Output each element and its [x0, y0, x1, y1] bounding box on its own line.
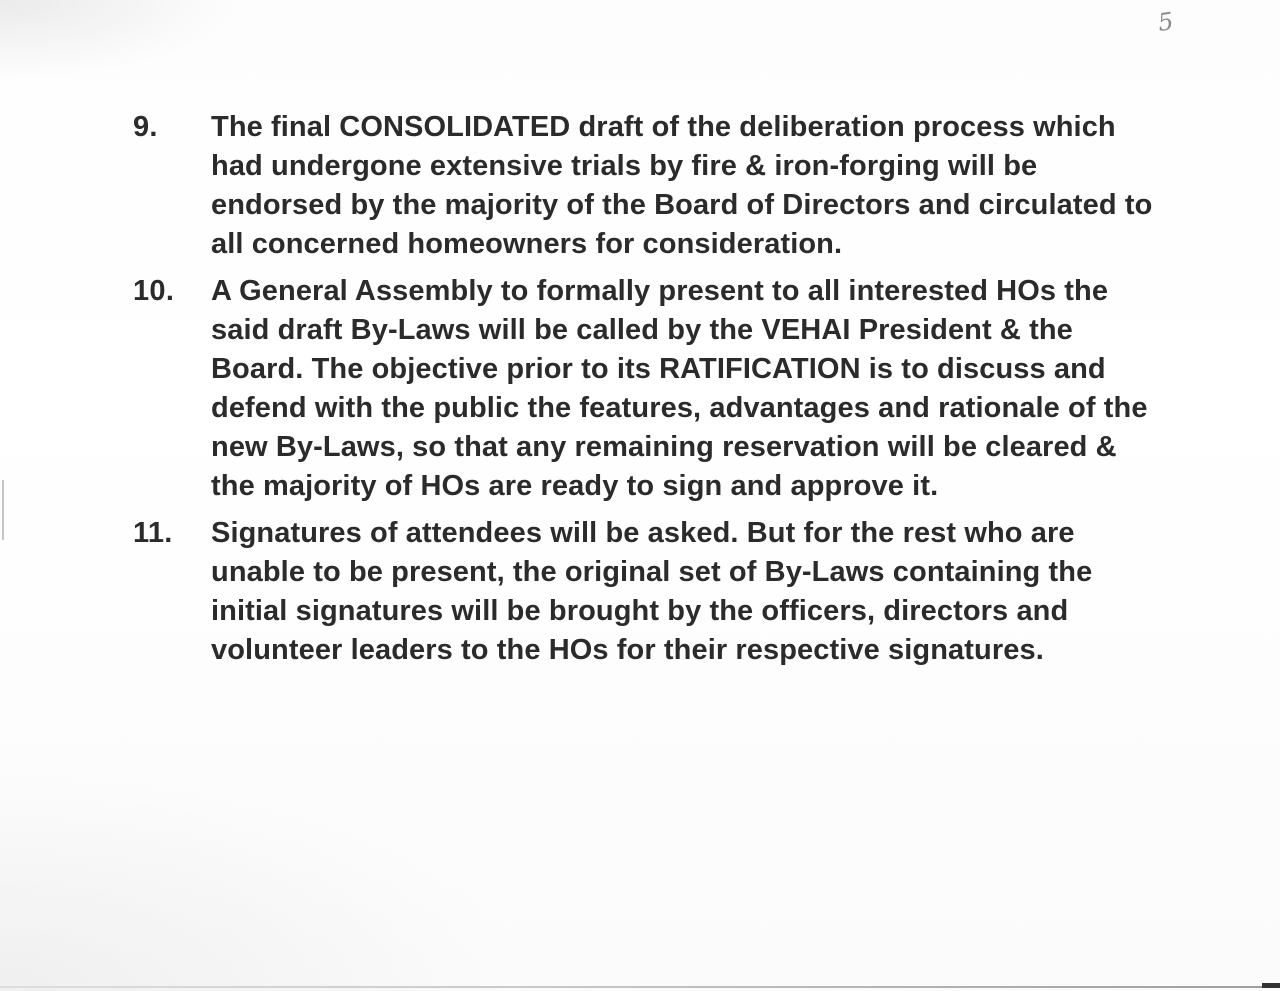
scan-corner-mark — [1262, 983, 1280, 988]
item-text: Signatures of attendees will be asked. But for the rest who are unable to be present, the original set of By-Laws containing the initial signatures will be brought by the officers, directors and volunteer leaders to the HOs for their respective signatures. — [211, 517, 1093, 666]
item-number: 11. — [133, 517, 173, 549]
item-number: 10. — [133, 275, 175, 307]
list-item — [133, 514, 1163, 670]
list-item — [133, 108, 1163, 264]
item-text: The final CONSOLIDATED draft of the deliberation process which had undergone extensive trials by fire & iron-forging will be endorsed by the majority of the Board of Directors and circulated to all concerned homeowners for consideration. — [211, 111, 1153, 260]
scan-shadow-top — [0, 0, 240, 80]
item-number: 9. — [133, 111, 158, 143]
scan-shadow-bottom — [0, 761, 520, 991]
list-item — [133, 272, 1163, 506]
scan-edge-mark — [2, 480, 4, 540]
item-text: A General Assembly to formally present to all interested HOs the said draft By-Laws will be called by the VEHAI President & the Board. The objective prior to its RATIFICATION is to discuss and defend with the public the features, advantages and rationale of the new By-Laws, so that any remaining reservation will be cleared & the majority of HOs are ready to sign and approve it. — [211, 275, 1148, 502]
scan-bottom-edge — [0, 986, 1280, 988]
numbered-list — [133, 108, 1163, 678]
handwritten-page-number: 5 — [1156, 7, 1176, 37]
